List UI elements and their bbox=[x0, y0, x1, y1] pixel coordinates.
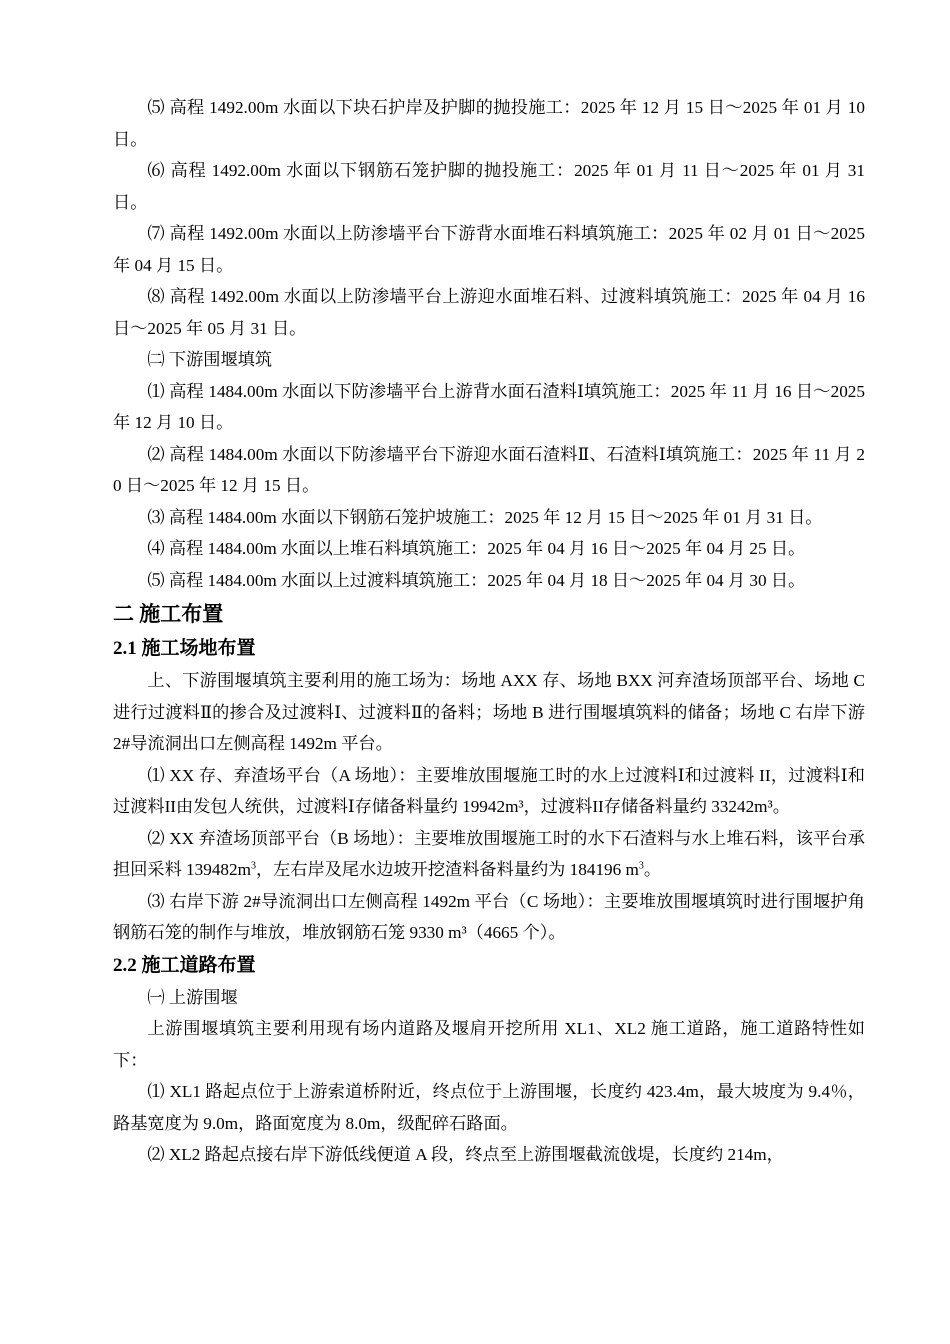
section-heading-2: 二 施工布置 bbox=[113, 602, 224, 626]
subsection-heading-2-2: 2.2 施工道路布置 bbox=[113, 954, 256, 976]
upstream-item-8: ⑻ 高程 1492.00m 水面以上防渗墙平台上游迎水面堆石料、过渡料填筑施工：2025 年 04 月 16 日～2025 年 05 月 31 日。 bbox=[113, 287, 865, 338]
superscript-3: 3 bbox=[638, 860, 644, 872]
road-layout-intro: 上游围堰填筑主要利用现有场内道路及堰肩开挖所用 XL1、XL2 施工道路，施工道路特性如下： bbox=[113, 1019, 865, 1070]
document-body bbox=[113, 92, 865, 1171]
site-layout-intro: 上、下游围堰填筑主要利用的施工场为：场地 AXX 存、场地 BXX 河弃渣场顶部平台、场地 C 进行过渡料Ⅱ的掺合及过渡料Ⅰ、过渡料Ⅱ的备料；场地 B 进行围堰填筑料的储备；场地 C 右岸下游 2#导流洞出口左侧高程 1492m 平台。 bbox=[113, 671, 865, 753]
downstream-item-3: ⑶ 高程 1484.00m 水面以下钢筋石笼护坡施工：2025 年 12 月 15 日～2025 年 01 月 31 日。 bbox=[147, 507, 823, 527]
upstream-item-6: ⑹ 高程 1492.00m 水面以下钢筋石笼护脚的抛投施工：2025 年 01 月 11 日～2025 年 01 月 31 日。 bbox=[113, 161, 865, 212]
downstream-item-2: ⑵ 高程 1484.00m 水面以下防渗墙平台下游迎水面石渣料Ⅱ、石渣料Ⅰ填筑施工：2025 年 11 月 20 日～2025 年 12 月 15 日。 bbox=[113, 444, 865, 495]
upstream-cofferdam-heading: ㈠ 上游围堰 bbox=[147, 987, 238, 1007]
road-xl1-paragraph: ⑴ XL1 路起点位于上游索道桥附近，终点位于上游围堰，长度约 423.4m，最大坡度为 9.4％，路基宽度为 9.0m，路面宽度为 8.0m，级配碎石路面。 bbox=[113, 1082, 865, 1133]
site-c-paragraph: ⑶ 右岸下游 2#导流洞出口左侧高程 1492m 平台（C 场地）：主要堆放围堰填筑时进行围堰护角钢筋石笼的制作与堆放，堆放钢筋石笼 9330 m³（4665 个）。 bbox=[113, 891, 865, 942]
subsection-heading-2-1: 2.1 施工场地布置 bbox=[113, 638, 256, 659]
downstream-item-1: ⑴ 高程 1484.00m 水面以下防渗墙平台上游背水面石渣料Ⅰ填筑施工：2025 年 11 月 16 日～2025 年 12 月 10 日。 bbox=[113, 381, 865, 432]
site-b-paragraph bbox=[113, 823, 865, 886]
site-b-text-part1: ⑵ XX 弃渣场顶部平台（B 场地）：主要堆放围堰施工时的水下石渣料与水上堆石料，该平台承担回采料 139482m bbox=[113, 828, 865, 879]
road-xl2-paragraph: ⑵ XL2 路起点接右岸下游低线便道 A 段，终点至上游围堰截流戗堤，长度约 214m， bbox=[147, 1145, 784, 1164]
site-a-paragraph: ⑴ XX 存、弃渣场平台（A 场地）：主要堆放围堰施工时的水上过渡料Ⅰ和过渡料 II，过渡料Ⅰ和过渡料II由发包人统供，过渡料Ⅰ存储备料量约 19942m³，过渡料II存储备料量约 33242m³。 bbox=[113, 765, 865, 816]
downstream-heading: ㈡ 下游围堰填筑 bbox=[147, 350, 273, 369]
site-b-text-part2: ，左右岸及尾水边坡开挖渣料备料量约为 184196 m bbox=[255, 860, 639, 879]
superscript-3: 3 bbox=[250, 860, 256, 872]
upstream-item-7: ⑺ 高程 1492.00m 水面以上防渗墙平台下游背水面堆石料填筑施工：2025 年 02 月 01 日～2025 年 04 月 15 日。 bbox=[113, 224, 865, 275]
upstream-item-5: ⑸ 高程 1492.00m 水面以下块石护岸及护脚的抛投施工：2025 年 12 月 15 日～2025 年 01 月 10 日。 bbox=[113, 98, 865, 149]
site-b-text-part3: 。 bbox=[643, 860, 662, 879]
downstream-item-5: ⑸ 高程 1484.00m 水面以上过渡料填筑施工：2025 年 04 月 18 日～2025 年 04 月 30 日。 bbox=[147, 570, 806, 590]
downstream-item-4: ⑷ 高程 1484.00m 水面以上堆石料填筑施工：2025 年 04 月 16 日～2025 年 04 月 25 日。 bbox=[147, 539, 806, 558]
